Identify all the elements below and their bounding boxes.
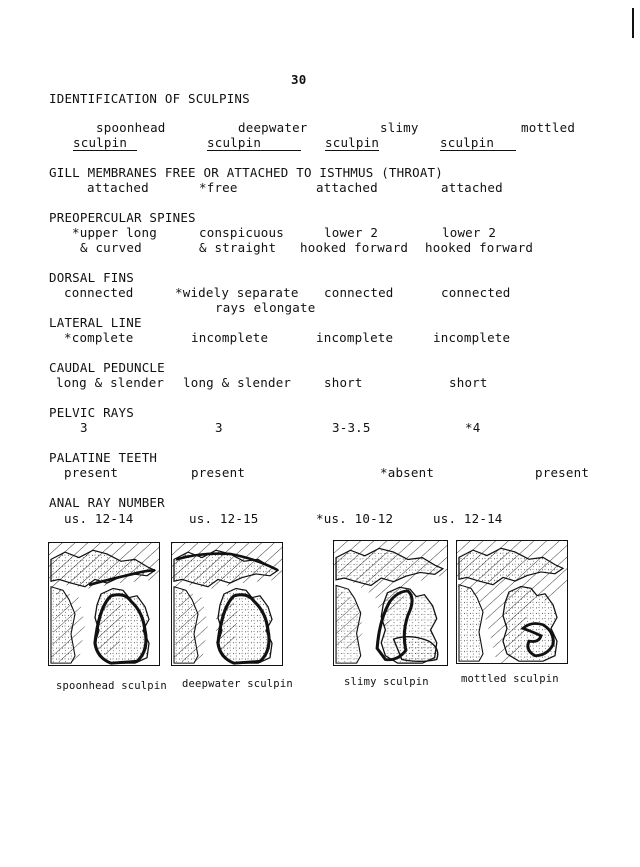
spoonhead-range-map [48,542,160,666]
caption-deepwater: deepwater sculpin [182,678,293,690]
species-mottled-sculpin: sculpin [440,136,516,151]
dorsal-slimy: connected [324,285,394,300]
slimy-range-map [333,540,448,666]
lateral-deepwater: incomplete [191,330,269,345]
preopercular-mottled-1: lower 2 [442,225,497,240]
anal-slimy: *us. 10-12 [316,511,394,526]
palatine-deepwater: present [191,465,246,480]
species-slimy-name: slimy [380,120,419,135]
gill-mottled: attached [441,180,503,195]
pelvic-spoonhead: 3 [80,420,88,435]
species-deepwater-sculpin: sculpin [207,136,301,151]
caudal-heading: CAUDAL PEDUNCLE [49,360,165,375]
pelvic-mottled: *4 [465,420,481,435]
preopercular-deepwater-1: conspicuous [199,225,284,240]
palatine-slimy: *absent [380,465,435,480]
caudal-deepwater: long & slender [183,375,292,390]
lateral-heading: LATERAL LINE [49,315,142,330]
page-number: 30 [291,72,307,87]
gill-slimy: attached [316,180,378,195]
gill-heading: GILL MEMBRANES FREE OR ATTACHED TO ISTHMUS (THROAT) [49,165,444,180]
pelvic-heading: PELVIC RAYS [49,405,134,420]
lateral-spoonhead: *complete [64,330,134,345]
species-spoonhead-name: spoonhead [96,120,166,135]
gill-spoonhead: attached [87,180,149,195]
dorsal-mottled: connected [441,285,511,300]
palatine-spoonhead: present [64,465,119,480]
species-slimy-sculpin: sculpin [325,135,380,150]
dorsal-heading: DORSAL FINS [49,270,134,285]
dorsal-spoonhead: connected [64,285,134,300]
caudal-spoonhead: long & slender [56,375,165,390]
palatine-mottled: present [535,465,590,480]
pelvic-slimy: 3-3.5 [332,420,371,435]
mottled-range-map [456,540,568,664]
species-deepwater-name: deepwater [238,120,308,135]
preopercular-heading: PREOPERCULAR SPINES [49,210,196,225]
preopercular-slimy-2: hooked forward [300,240,409,255]
anal-deepwater: us. 12-15 [189,511,259,526]
palatine-heading: PALATINE TEETH [49,450,158,465]
page-title: IDENTIFICATION OF SCULPINS [49,91,250,106]
page-edge-mark [632,8,634,38]
caption-spoonhead: spoonhead sculpin [56,680,167,692]
caudal-slimy: short [324,375,363,390]
species-spoonhead-sculpin: sculpin [73,136,137,151]
preopercular-spoonhead-1: *upper long [72,225,157,240]
caudal-mottled: short [449,375,488,390]
pelvic-deepwater: 3 [215,420,223,435]
deepwater-range-map [171,542,283,666]
caption-slimy: slimy sculpin [344,676,429,688]
species-mottled-name: mottled [521,120,576,135]
preopercular-slimy-1: lower 2 [324,225,379,240]
anal-mottled: us. 12-14 [433,511,503,526]
gill-deepwater: *free [199,180,238,195]
dorsal-deepwater: *widely separate [175,285,299,300]
caption-mottled: mottled sculpin [461,673,559,685]
lateral-mottled: incomplete [433,330,511,345]
anal-spoonhead: us. 12-14 [64,511,134,526]
preopercular-spoonhead-2: & curved [80,240,142,255]
preopercular-deepwater-2: & straight [199,240,277,255]
preopercular-mottled-2: hooked forward [425,240,534,255]
anal-heading: ANAL RAY NUMBER [49,495,165,510]
dorsal-deepwater-2: rays elongate [215,300,316,315]
lateral-slimy: incomplete [316,330,394,345]
